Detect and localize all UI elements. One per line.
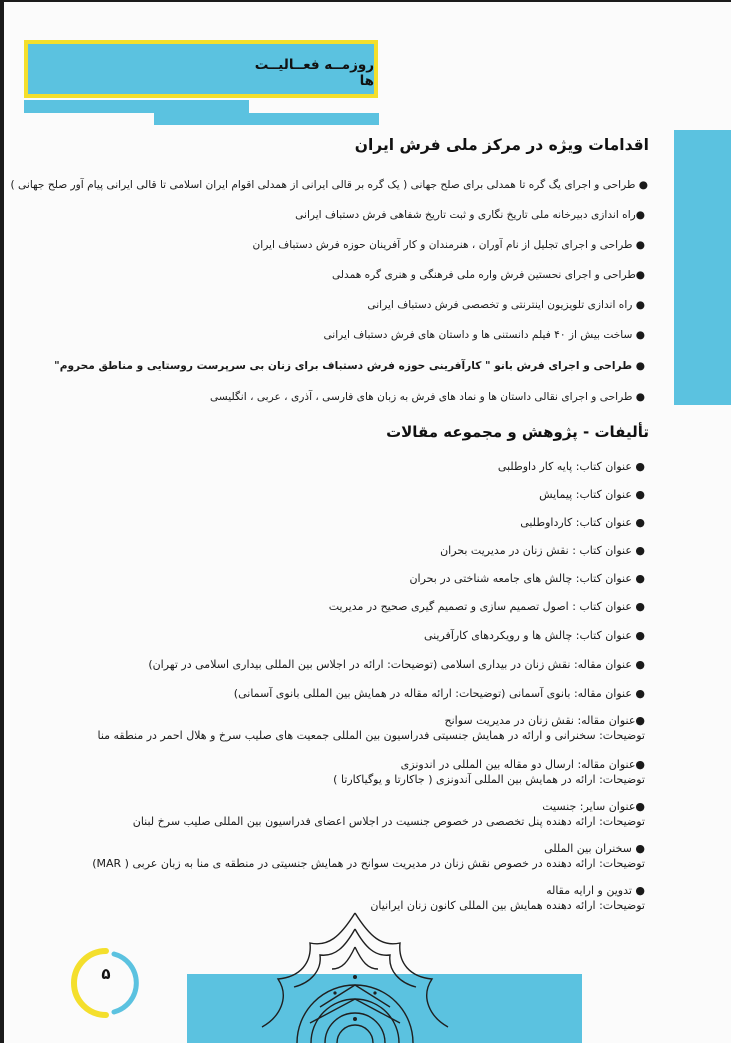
- list-item: ● عنوان کتاب: کارداوطلبی: [520, 516, 645, 529]
- header-decor-strip: [154, 113, 379, 125]
- item-description: توضیحات: ارائه در همایش بین المللی آندونزی ( جاکارتا و یوگیاکارتا ): [333, 773, 645, 786]
- header-title: روزمــه فعــالیــت ها: [254, 57, 374, 89]
- item-description: توضیحات: ارائه دهنده پنل تخصصی در خصوص جنسیت در اجلاس اعضای فدراسیون بین المللی صلیب سرخ لبنان: [132, 815, 645, 828]
- list-item: ● طراحی و اجرای تجلیل از نام آوران ، هنرمندان و کار آفرینان حوزه فرش دستباف ایران: [252, 239, 645, 251]
- item-title: ●عنوان مقاله: ارسال دو مقاله بین المللی در اندونزی: [400, 758, 645, 771]
- item-title: ● سخنران بین المللی: [544, 842, 645, 855]
- section-title-publications: تألیفات - پژوهش و مجموعه مقالات: [386, 423, 649, 441]
- list-item: ● عنوان کتاب: چالش ها و رویکردهای کارآفرینی: [423, 629, 645, 642]
- list-item: ● راه اندازی تلویزیون اینترنتی و تخصصی فرش دستباف ایرانی: [367, 299, 645, 311]
- list-item: ● عنوان کتاب: چالش های جامعه شناختی در بحران: [409, 572, 645, 585]
- list-item: ● عنوان مقاله: نقش زنان در بیداری اسلامی (توضیحات: ارائه در اجلاس بین المللی بیداری اسلامی در تهران): [148, 658, 645, 671]
- list-item: [133, 799, 645, 829]
- list-item: ● عنوان کتاب: پایه کار داوطلبی: [497, 460, 645, 473]
- list-item: [97, 713, 645, 743]
- list-item: ●راه اندازی دبیرخانه ملی تاریخ نگاری و ثبت تاریخ شفاهی فرش دستباف ایرانی: [295, 209, 645, 221]
- list-item: ● عنوان مقاله: بانوی آسمانی (توضیحات: ارائه مقاله در همایش بین المللی بانوی آسمانی): [233, 687, 645, 700]
- list-item: ● ساخت بیش از ۴۰ فیلم دانستنی ها و داستان های فرش دستباف ایرانی: [323, 329, 645, 341]
- list-item: ●طراحی و اجرای نحستین فرش واره ملی فرهنگی و هنری گره همدلی: [331, 269, 645, 281]
- page-number-badge: [70, 947, 142, 1019]
- list-item: [92, 841, 645, 871]
- list-item: ● طراحی و اجرای نقالی داستان ها و نماد های فرش به زبان های فارسی ، آذری ، عربی ، انگلیسی: [209, 391, 645, 403]
- item-title: ● تدوین و ارایه مقاله: [546, 884, 645, 897]
- item-title: ●عنوان مقاله: نقش زنان در مدیریت سوانح: [444, 714, 645, 727]
- list-item: ● عنوان کتاب: پیمایش: [539, 488, 645, 501]
- document-page: [4, 2, 731, 1043]
- header-decor-strip: [24, 100, 249, 113]
- section-title-special-actions: اقدامات ویژه در مرکز ملی فرش ایران: [354, 136, 649, 154]
- list-item: ● عنوان کتاب : اصول تصمیم سازی و تصمیم گیری صحیح در مدیریت: [328, 600, 645, 613]
- list-item: ● عنوان کتاب : نقش زنان در مدیریت بحران: [440, 544, 645, 557]
- list-item: ● طراحی و اجرای فرش بانو " کارآفرینی حوزه فرش دستباف برای زنان بی سرپرست روستایی و مناطق محروم": [54, 360, 645, 372]
- page-number: ۵: [101, 965, 111, 983]
- side-accent-bar: [674, 130, 731, 405]
- list-item: [333, 757, 645, 787]
- item-description: توضیحات: ارائه دهنده در خصوص نقش زنان در مدیریت سوانح در همایش جنسیتی در منطقه ی منا به زبان عربی ( MAR): [92, 857, 645, 870]
- list-item: ● طراحی و اجرای یگ گره تا همدلی برای صلح جهانی ( یک گره بر قالی ایرانی از همدلی اقوام ایران اسلامی تا قالی ایرانی پیام آور صلح جهانی ): [10, 179, 648, 191]
- item-title: ●عنوان سایر: جنسیت: [542, 800, 645, 813]
- item-description: توضیحات: سخنرانی و ارائه در همایش جنسیتی فدراسیون بین المللی جمعیت های صلیب سرخ و هلال احمر در منطقه منا: [97, 729, 645, 742]
- item-description: توضیحات: ارائه دهنده همایش بین المللی کانون زنان ایرانیان: [370, 899, 645, 912]
- mandala-ornament: [260, 907, 450, 1043]
